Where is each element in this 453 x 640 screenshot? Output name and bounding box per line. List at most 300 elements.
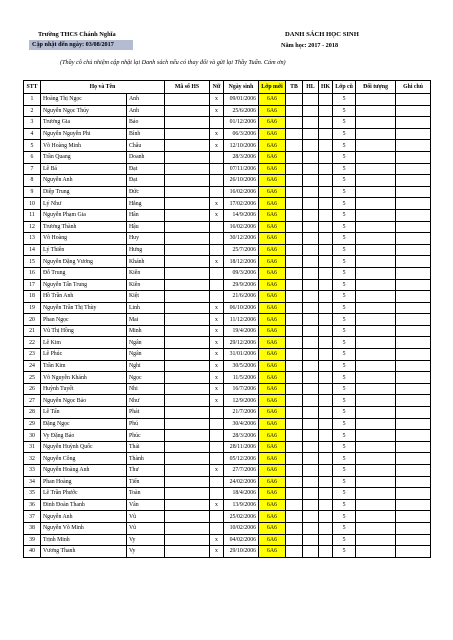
- last-middle-name-cell: Phan Hoàng: [41, 476, 127, 488]
- first-name-cell: Nhi: [127, 383, 165, 395]
- last-middle-name-cell: Võ Nguyễn Khánh: [41, 372, 127, 384]
- old-class-cell: 5: [333, 128, 356, 140]
- female-mark-cell: x: [210, 372, 224, 384]
- category-cell: [356, 511, 396, 523]
- col-stt: STT: [24, 81, 41, 94]
- notes-cell: [396, 128, 431, 140]
- last-middle-name-cell: Trương Thành: [41, 221, 127, 233]
- birth-date-cell: 07/11/2006: [224, 163, 259, 175]
- table-row: [24, 465, 431, 477]
- notes-cell: [396, 430, 431, 442]
- notes-cell: [396, 94, 431, 106]
- female-mark-cell: x: [210, 349, 224, 361]
- birth-date-cell: 27/7/2006: [224, 465, 259, 477]
- row-number-cell: 40: [24, 546, 41, 558]
- last-middle-name-cell: Võ Hoàng: [41, 233, 127, 245]
- birth-date-cell: 10/02/2006: [224, 522, 259, 534]
- new-class-cell: 6A6: [259, 418, 286, 430]
- row-number-cell: 28: [24, 407, 41, 419]
- first-name-cell: Toàn: [127, 488, 165, 500]
- conduct-cell: [319, 499, 333, 511]
- table-row: [24, 256, 431, 268]
- academic-cell: [303, 151, 319, 163]
- category-cell: [356, 186, 396, 198]
- table-header-row: [24, 81, 431, 94]
- old-class-cell: 5: [333, 499, 356, 511]
- first-name-cell: Tiến: [127, 476, 165, 488]
- average-cell: [286, 430, 303, 442]
- notes-cell: [396, 395, 431, 407]
- last-middle-name-cell: Trương Gia: [41, 117, 127, 129]
- notes-cell: [396, 546, 431, 558]
- row-number-cell: 20: [24, 314, 41, 326]
- academic-cell: [303, 465, 319, 477]
- document-title: DANH SÁCH HỌC SINH: [285, 31, 359, 38]
- first-name-cell: Ngọc: [127, 372, 165, 384]
- academic-cell: [303, 534, 319, 546]
- last-middle-name-cell: Nguyễn Võ Minh: [41, 522, 127, 534]
- student-id-cell: [165, 534, 210, 546]
- birth-date-cell: 13/9/2006: [224, 499, 259, 511]
- female-mark-cell: x: [210, 546, 224, 558]
- row-number-cell: 14: [24, 244, 41, 256]
- category-cell: [356, 302, 396, 314]
- female-mark-cell: [210, 267, 224, 279]
- average-cell: [286, 372, 303, 384]
- table-row: [24, 128, 431, 140]
- notes-cell: [396, 453, 431, 465]
- row-number-cell: 4: [24, 128, 41, 140]
- last-middle-name-cell: Nguyễn Đặng Vương: [41, 256, 127, 268]
- new-class-cell: 6A6: [259, 453, 286, 465]
- table-row: [24, 233, 431, 245]
- student-id-cell: [165, 209, 210, 221]
- female-mark-cell: x: [210, 302, 224, 314]
- notes-cell: [396, 209, 431, 221]
- notes-cell: [396, 522, 431, 534]
- table-row: [24, 94, 431, 106]
- first-name-cell: Vy: [127, 546, 165, 558]
- old-class-cell: 5: [333, 430, 356, 442]
- old-class-cell: 5: [333, 360, 356, 372]
- category-cell: [356, 221, 396, 233]
- academic-cell: [303, 522, 319, 534]
- new-class-cell: 6A6: [259, 256, 286, 268]
- table-row: [24, 476, 431, 488]
- row-number-cell: 26: [24, 383, 41, 395]
- average-cell: [286, 105, 303, 117]
- last-middle-name-cell: Diệp Trung: [41, 186, 127, 198]
- category-cell: [356, 465, 396, 477]
- notes-cell: [396, 244, 431, 256]
- table-row: [24, 360, 431, 372]
- conduct-cell: [319, 360, 333, 372]
- academic-cell: [303, 349, 319, 361]
- academic-cell: [303, 372, 319, 384]
- female-mark-cell: [210, 453, 224, 465]
- academic-cell: [303, 186, 319, 198]
- academic-cell: [303, 279, 319, 291]
- category-cell: [356, 117, 396, 129]
- student-id-cell: [165, 383, 210, 395]
- student-id-cell: [165, 267, 210, 279]
- student-id-cell: [165, 163, 210, 175]
- old-class-cell: 5: [333, 337, 356, 349]
- new-class-cell: 6A6: [259, 407, 286, 419]
- first-name-cell: Đạt: [127, 163, 165, 175]
- average-cell: [286, 407, 303, 419]
- new-class-cell: 6A6: [259, 349, 286, 361]
- category-cell: [356, 128, 396, 140]
- academic-cell: [303, 221, 319, 233]
- row-number-cell: 32: [24, 453, 41, 465]
- new-class-cell: 6A6: [259, 233, 286, 245]
- student-id-cell: [165, 175, 210, 187]
- row-number-cell: 38: [24, 522, 41, 534]
- academic-cell: [303, 453, 319, 465]
- new-class-cell: 6A6: [259, 430, 286, 442]
- academic-cell: [303, 244, 319, 256]
- row-number-cell: 29: [24, 418, 41, 430]
- average-cell: [286, 511, 303, 523]
- female-mark-cell: [210, 279, 224, 291]
- birth-date-cell: 17/02/2006: [224, 198, 259, 210]
- notes-cell: [396, 407, 431, 419]
- old-class-cell: 5: [333, 546, 356, 558]
- category-cell: [356, 499, 396, 511]
- birth-date-cell: 05/12/2006: [224, 453, 259, 465]
- old-class-cell: 5: [333, 140, 356, 152]
- category-cell: [356, 488, 396, 500]
- notes-cell: [396, 465, 431, 477]
- academic-cell: [303, 302, 319, 314]
- birth-date-cell: 12/9/2006: [224, 395, 259, 407]
- category-cell: [356, 395, 396, 407]
- table-row: [24, 175, 431, 187]
- last-middle-name-cell: Vũ Thị Hồng: [41, 325, 127, 337]
- notes-cell: [396, 488, 431, 500]
- old-class-cell: 5: [333, 383, 356, 395]
- female-mark-cell: x: [210, 325, 224, 337]
- birth-date-cell: 30/12/2006: [224, 233, 259, 245]
- new-class-cell: 6A6: [259, 267, 286, 279]
- row-number-cell: 3: [24, 117, 41, 129]
- average-cell: [286, 151, 303, 163]
- average-cell: [286, 291, 303, 303]
- female-mark-cell: x: [210, 140, 224, 152]
- row-number-cell: 23: [24, 349, 41, 361]
- average-cell: [286, 128, 303, 140]
- academic-cell: [303, 418, 319, 430]
- old-class-cell: 5: [333, 198, 356, 210]
- notes-cell: [396, 418, 431, 430]
- female-mark-cell: x: [210, 105, 224, 117]
- old-class-cell: 5: [333, 349, 356, 361]
- last-middle-name-cell: Phan Ngọc: [41, 314, 127, 326]
- average-cell: [286, 349, 303, 361]
- row-number-cell: 39: [24, 534, 41, 546]
- female-mark-cell: x: [210, 499, 224, 511]
- academic-cell: [303, 383, 319, 395]
- old-class-cell: 5: [333, 175, 356, 187]
- table-row: [24, 151, 431, 163]
- row-number-cell: 6: [24, 151, 41, 163]
- row-number-cell: 19: [24, 302, 41, 314]
- female-mark-cell: x: [210, 198, 224, 210]
- female-mark-cell: x: [210, 128, 224, 140]
- female-mark-cell: [210, 221, 224, 233]
- col-old-class: Lớp cũ: [333, 81, 356, 94]
- academic-cell: [303, 430, 319, 442]
- first-name-cell: Vân: [127, 499, 165, 511]
- birth-date-cell: 26/10/2006: [224, 175, 259, 187]
- first-name-cell: Phát: [127, 407, 165, 419]
- average-cell: [286, 488, 303, 500]
- row-number-cell: 30: [24, 430, 41, 442]
- new-class-cell: 6A6: [259, 302, 286, 314]
- last-middle-name-cell: Nguyễn Hoàng Anh: [41, 465, 127, 477]
- row-number-cell: 33: [24, 465, 41, 477]
- notes-cell: [396, 233, 431, 245]
- last-middle-name-cell: Nguyễn Anh: [41, 175, 127, 187]
- academic-cell: [303, 511, 319, 523]
- female-mark-cell: [210, 476, 224, 488]
- old-class-cell: 5: [333, 163, 356, 175]
- table-row: [24, 267, 431, 279]
- table-row: [24, 511, 431, 523]
- conduct-cell: [319, 175, 333, 187]
- last-middle-name-cell: Lê Phúc: [41, 349, 127, 361]
- female-mark-cell: x: [210, 209, 224, 221]
- average-cell: [286, 256, 303, 268]
- old-class-cell: 5: [333, 256, 356, 268]
- academic-cell: [303, 441, 319, 453]
- old-class-cell: 5: [333, 522, 356, 534]
- birth-date-cell: 29/9/2006: [224, 279, 259, 291]
- birth-date-cell: 30/5/2006: [224, 360, 259, 372]
- female-mark-cell: [210, 117, 224, 129]
- conduct-cell: [319, 395, 333, 407]
- first-name-cell: Bình: [127, 128, 165, 140]
- birth-date-cell: 09/01/2006: [224, 94, 259, 106]
- notes-cell: [396, 163, 431, 175]
- old-class-cell: 5: [333, 534, 356, 546]
- first-name-cell: Vũ: [127, 522, 165, 534]
- student-id-cell: [165, 337, 210, 349]
- row-number-cell: 17: [24, 279, 41, 291]
- first-name-cell: Đức: [127, 186, 165, 198]
- col-academic: HL: [303, 81, 319, 94]
- new-class-cell: 6A6: [259, 128, 286, 140]
- first-name-cell: Doanh: [127, 151, 165, 163]
- table-row: [24, 453, 431, 465]
- old-class-cell: 5: [333, 395, 356, 407]
- academic-cell: [303, 488, 319, 500]
- student-id-cell: [165, 105, 210, 117]
- conduct-cell: [319, 244, 333, 256]
- new-class-cell: 6A6: [259, 140, 286, 152]
- student-id-cell: [165, 233, 210, 245]
- female-mark-cell: [210, 488, 224, 500]
- table-row: [24, 209, 431, 221]
- conduct-cell: [319, 337, 333, 349]
- student-id-cell: [165, 117, 210, 129]
- first-name-cell: Kiên: [127, 267, 165, 279]
- female-mark-cell: x: [210, 534, 224, 546]
- first-name-cell: Kiên: [127, 279, 165, 291]
- student-id-cell: [165, 221, 210, 233]
- notes-cell: [396, 291, 431, 303]
- conduct-cell: [319, 325, 333, 337]
- academic-cell: [303, 163, 319, 175]
- student-id-cell: [165, 140, 210, 152]
- col-category: Đối tượng: [356, 81, 396, 94]
- first-name-cell: Thư: [127, 465, 165, 477]
- student-id-cell: [165, 302, 210, 314]
- category-cell: [356, 163, 396, 175]
- category-cell: [356, 94, 396, 106]
- last-middle-name-cell: Lý Thiên: [41, 244, 127, 256]
- female-mark-cell: x: [210, 94, 224, 106]
- average-cell: [286, 441, 303, 453]
- new-class-cell: 6A6: [259, 476, 286, 488]
- col-student-id: Mã số HS: [165, 81, 210, 94]
- academic-cell: [303, 476, 319, 488]
- table-row: [24, 546, 431, 558]
- new-class-cell: 6A6: [259, 546, 286, 558]
- last-middle-name-cell: Vy Đặng Bảo: [41, 430, 127, 442]
- average-cell: [286, 546, 303, 558]
- average-cell: [286, 221, 303, 233]
- category-cell: [356, 349, 396, 361]
- conduct-cell: [319, 186, 333, 198]
- student-id-cell: [165, 372, 210, 384]
- row-number-cell: 1: [24, 94, 41, 106]
- birth-date-cell: 09/3/2006: [224, 267, 259, 279]
- table-row: [24, 441, 431, 453]
- student-id-cell: [165, 488, 210, 500]
- last-middle-name-cell: Nguyễn Ngọc Thúy: [41, 105, 127, 117]
- col-conduct: HK: [319, 81, 333, 94]
- last-middle-name-cell: Nguyễn Anh: [41, 511, 127, 523]
- row-number-cell: 15: [24, 256, 41, 268]
- row-number-cell: 35: [24, 488, 41, 500]
- conduct-cell: [319, 465, 333, 477]
- female-mark-cell: [210, 418, 224, 430]
- notes-cell: [396, 534, 431, 546]
- average-cell: [286, 198, 303, 210]
- table-row: [24, 186, 431, 198]
- old-class-cell: 5: [333, 488, 356, 500]
- female-mark-cell: [210, 244, 224, 256]
- row-number-cell: 8: [24, 175, 41, 187]
- notes-cell: [396, 175, 431, 187]
- notes-cell: [396, 302, 431, 314]
- notes-cell: [396, 105, 431, 117]
- category-cell: [356, 105, 396, 117]
- table-row: [24, 163, 431, 175]
- old-class-cell: 5: [333, 418, 356, 430]
- student-id-cell: [165, 198, 210, 210]
- row-number-cell: 25: [24, 372, 41, 384]
- category-cell: [356, 140, 396, 152]
- category-cell: [356, 360, 396, 372]
- conduct-cell: [319, 407, 333, 419]
- last-middle-name-cell: Trịnh Minh: [41, 534, 127, 546]
- notes-cell: [396, 337, 431, 349]
- conduct-cell: [319, 163, 333, 175]
- last-middle-name-cell: Đỗ Trung: [41, 267, 127, 279]
- female-mark-cell: [210, 430, 224, 442]
- category-cell: [356, 407, 396, 419]
- new-class-cell: 6A6: [259, 465, 286, 477]
- academic-cell: [303, 209, 319, 221]
- category-cell: [356, 546, 396, 558]
- first-name-cell: Thành: [127, 453, 165, 465]
- student-table: [23, 80, 431, 558]
- new-class-cell: 6A6: [259, 105, 286, 117]
- conduct-cell: [319, 430, 333, 442]
- table-row: [24, 302, 431, 314]
- first-name-cell: Châu: [127, 140, 165, 152]
- row-number-cell: 7: [24, 163, 41, 175]
- category-cell: [356, 314, 396, 326]
- first-name-cell: Nghi: [127, 360, 165, 372]
- old-class-cell: 5: [333, 151, 356, 163]
- new-class-cell: 6A6: [259, 522, 286, 534]
- notes-cell: [396, 117, 431, 129]
- average-cell: [286, 186, 303, 198]
- row-number-cell: 37: [24, 511, 41, 523]
- average-cell: [286, 418, 303, 430]
- first-name-cell: Anh: [127, 105, 165, 117]
- birth-date-cell: 18/12/2006: [224, 256, 259, 268]
- category-cell: [356, 372, 396, 384]
- birth-date-cell: 29/10/2006: [224, 546, 259, 558]
- average-cell: [286, 244, 303, 256]
- last-middle-name-cell: Huỳnh Tuyết: [41, 383, 127, 395]
- new-class-cell: 6A6: [259, 511, 286, 523]
- first-name-cell: Vũ: [127, 511, 165, 523]
- first-name-cell: Bảo: [127, 117, 165, 129]
- col-notes: Ghi chú: [396, 81, 431, 94]
- new-class-cell: 6A6: [259, 372, 286, 384]
- average-cell: [286, 209, 303, 221]
- average-cell: [286, 465, 303, 477]
- conduct-cell: [319, 534, 333, 546]
- col-new-class: Lớp mới: [259, 81, 286, 94]
- notes-cell: [396, 279, 431, 291]
- student-id-cell: [165, 407, 210, 419]
- last-middle-name-cell: Nguyễn Phạm Gia: [41, 209, 127, 221]
- academic-cell: [303, 267, 319, 279]
- conduct-cell: [319, 372, 333, 384]
- average-cell: [286, 163, 303, 175]
- new-class-cell: 6A6: [259, 94, 286, 106]
- conduct-cell: [319, 151, 333, 163]
- table-row: [24, 325, 431, 337]
- birth-date-cell: 28/3/2006: [224, 430, 259, 442]
- last-middle-name-cell: Nguyễn Công: [41, 453, 127, 465]
- conduct-cell: [319, 511, 333, 523]
- new-class-cell: 6A6: [259, 244, 286, 256]
- new-class-cell: 6A6: [259, 221, 286, 233]
- old-class-cell: 5: [333, 279, 356, 291]
- new-class-cell: 6A6: [259, 209, 286, 221]
- birth-date-cell: 04/02/2006: [224, 534, 259, 546]
- table-row: [24, 488, 431, 500]
- row-number-cell: 31: [24, 441, 41, 453]
